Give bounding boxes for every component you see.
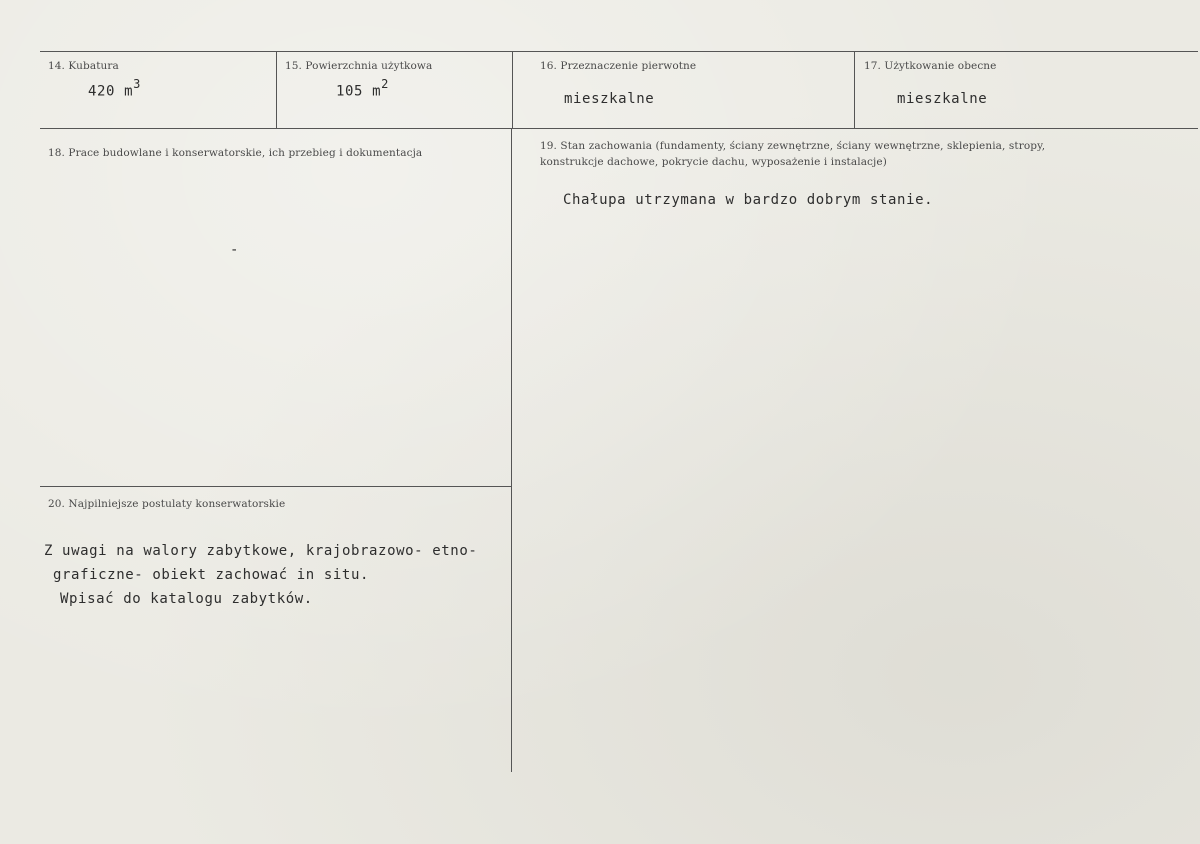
field-19-label-line1: 19. Stan zachowania (fundamenty, ściany zewnętrzne, ściany wewnętrzne, sklepienia, stropy, <box>540 140 1046 152</box>
field-18-label: 18. Prace budowlane i konserwatorskie, ich przebieg i dokumentacja <box>48 147 423 159</box>
main-column-divider <box>511 128 512 772</box>
field-16-label: 16. Przeznaczenie pierwotne <box>540 60 697 72</box>
field-15-value-text: 105 m <box>336 83 382 100</box>
field-16-value: mieszkalne <box>564 91 655 107</box>
divider-16-17 <box>854 51 855 128</box>
field-14-value-text: 420 m <box>88 83 134 100</box>
field-19-value: Chałupa utrzymana w bardzo dobrym stanie. <box>563 192 934 208</box>
field-17-value: mieszkalne <box>897 91 988 107</box>
field-19-label-line2: konstrukcje dachowe, pokrycie dachu, wyposażenie i instalacje) <box>540 156 887 168</box>
field-18-value: - <box>230 242 240 258</box>
top-rule <box>40 51 1198 52</box>
divider-14-15 <box>276 51 277 128</box>
field-14-value <box>88 79 141 100</box>
field-20-line3: Wpisać do katalogu zabytków. <box>60 591 313 607</box>
divider-15-16 <box>512 51 513 128</box>
field-20-line2: graficzne- obiekt zachować in situ. <box>53 567 370 583</box>
row1-bottom-rule <box>40 128 1198 129</box>
field-14-unit-exponent: 3 <box>133 77 141 91</box>
field-15-label: 15. Powierzchnia użytkowa <box>285 60 433 72</box>
field-14-label: 14. Kubatura <box>48 60 119 72</box>
section18-bottom-rule <box>40 486 512 487</box>
field-15-value <box>336 79 389 100</box>
field-20-line1: Z uwagi na walory zabytkowe, krajobrazowo- etno- <box>44 543 478 559</box>
field-15-unit-exponent: 2 <box>381 77 389 91</box>
field-17-label: 17. Użytkowanie obecne <box>864 60 997 72</box>
field-20-label: 20. Najpilniejsze postulaty konserwatorskie <box>48 498 286 510</box>
